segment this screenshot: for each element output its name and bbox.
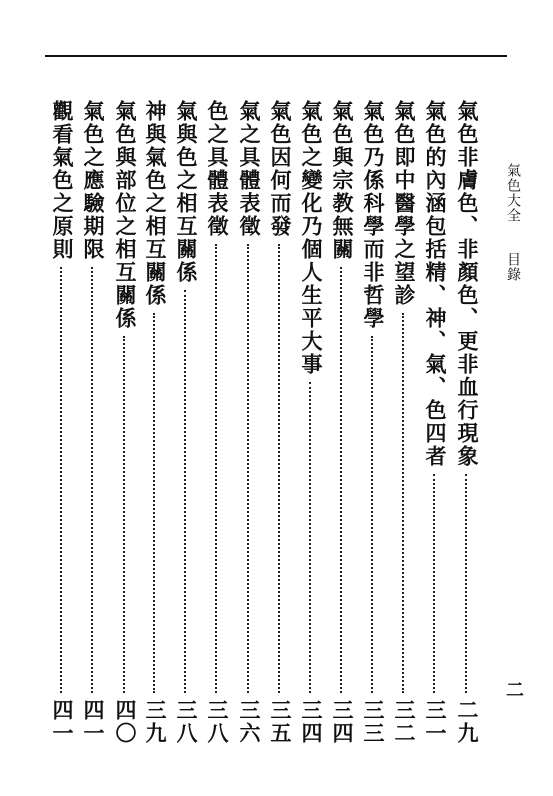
toc-entry-page: 三四	[299, 699, 324, 745]
toc-entry-page: 三八	[174, 699, 199, 745]
toc-entry-title: 氣色之變化乃個人生平大事	[299, 100, 324, 376]
toc-entry-page: 三二	[392, 699, 417, 745]
toc-entry-page: 三一	[423, 699, 448, 745]
toc-entry-title: 氣色因何而發	[268, 100, 293, 238]
toc-entry	[389, 100, 419, 745]
toc-entry	[171, 100, 201, 745]
toc-entry-title: 氣色之應驗期限	[81, 100, 106, 261]
toc-leader	[465, 474, 469, 693]
toc-entry-title: 氣與色之相互關係	[174, 100, 199, 284]
toc-entry-title: 氣色乃係科學而非哲學	[361, 100, 386, 330]
toc-entry	[265, 100, 295, 745]
toc-leader	[123, 336, 127, 693]
toc-leader	[184, 290, 188, 693]
toc-entry-page: 三三	[361, 699, 386, 745]
toc-entry	[358, 100, 388, 745]
toc-entry	[327, 100, 357, 745]
toc-entry-title: 氣色非膚色、非顏色、更非血行現象	[455, 100, 480, 468]
top-rule	[45, 55, 507, 57]
toc-entry	[452, 100, 482, 745]
toc-entry-title: 氣色與部位之相互關係	[113, 100, 138, 330]
toc-leader	[60, 267, 64, 693]
toc-entry-title: 觀看氣色之原則	[50, 100, 75, 261]
toc-leader	[402, 313, 406, 693]
toc-entry-page: 三六	[237, 699, 262, 745]
toc-entry	[202, 100, 232, 745]
toc-entry-title: 神與氣色之相互關係	[143, 100, 168, 307]
toc-entry-page: 四一	[81, 699, 106, 745]
toc-entry-title: 氣之具體表徵	[237, 100, 262, 238]
toc-entry-title: 氣色即中醫學之望診	[392, 100, 417, 307]
toc-leader	[215, 244, 219, 693]
toc-entry	[234, 100, 264, 745]
running-header-title: 氣色大全	[505, 163, 521, 223]
toc-entry-page: 三九	[143, 699, 168, 745]
toc-entry-page: 四〇	[113, 699, 138, 745]
toc-entry-page: 三八	[205, 699, 230, 745]
toc-entry-title: 氣色的內涵包括精、神、氣、色四者	[423, 100, 448, 468]
toc-entry	[110, 100, 140, 745]
toc-entry-title: 氣色與宗教無關	[330, 100, 355, 261]
toc-entry-page: 三四	[330, 699, 355, 745]
toc-entry-title: 色之具體表徵	[205, 100, 230, 238]
toc-leader	[278, 244, 282, 693]
toc-entry	[140, 100, 170, 745]
toc-entry	[47, 100, 77, 745]
toc-leader	[247, 244, 251, 693]
toc-entry	[420, 100, 450, 745]
toc-leader	[340, 267, 344, 693]
toc-entry	[296, 100, 326, 745]
toc-leader	[371, 336, 375, 693]
toc-entry-page: 二九	[455, 699, 480, 745]
toc-entry-page: 四一	[50, 699, 75, 745]
toc-entry	[78, 100, 108, 745]
page-number: 二	[506, 680, 524, 701]
toc-leader	[309, 382, 313, 693]
toc-leader	[433, 474, 437, 693]
toc-entry-page: 三五	[268, 699, 293, 745]
toc-leader	[153, 313, 157, 693]
running-header-section: 目錄	[505, 252, 521, 282]
toc-leader	[91, 267, 95, 693]
